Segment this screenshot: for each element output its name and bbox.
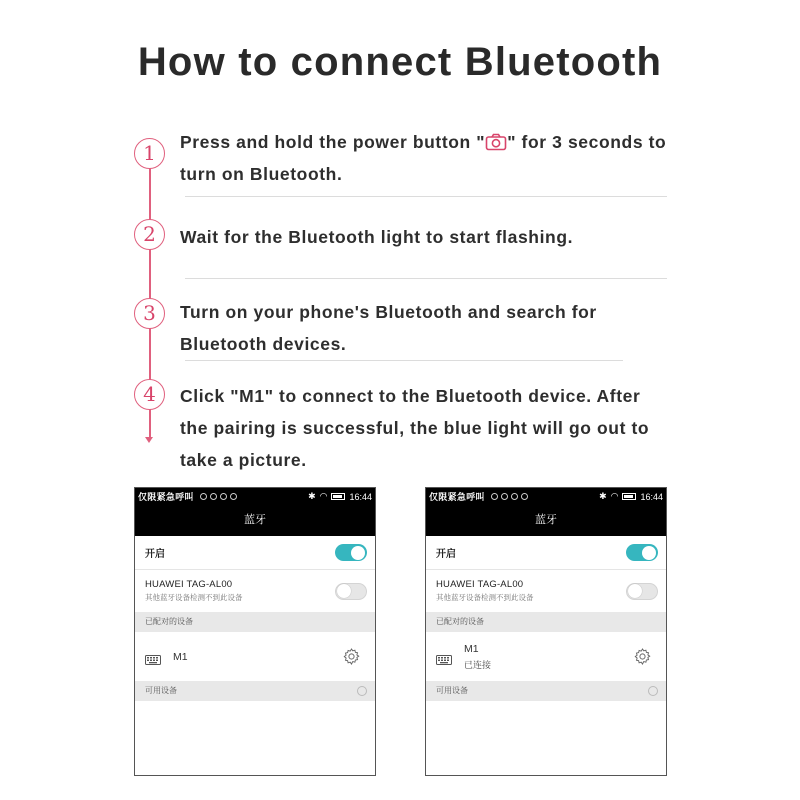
status-notification-icons	[200, 493, 237, 500]
bluetooth-toggle-switch[interactable]	[335, 544, 367, 561]
notification-icon	[210, 493, 217, 500]
step-text-1-after: " for 3 seconds to turn on Bluetooth.	[180, 132, 667, 184]
paired-device-row[interactable]	[135, 632, 375, 681]
step-number-2: 2	[134, 219, 165, 250]
phone-screenshot-after	[425, 487, 667, 776]
app-bar-title: 蓝牙	[135, 505, 375, 536]
page-title: How to connect Bluetooth	[137, 40, 663, 84]
bluetooth-icon: ✱	[308, 491, 316, 501]
paired-devices-header: 已配对的设备	[135, 612, 375, 632]
status-time: 16:44	[640, 491, 663, 502]
device-visibility-text	[436, 579, 534, 603]
status-carrier: 仅限紧急呼叫	[138, 492, 194, 502]
paired-device-name: M1	[464, 642, 479, 655]
paired-devices-header: 已配对的设备	[426, 612, 666, 632]
loading-spinner-icon	[357, 686, 367, 696]
paired-device-text	[173, 651, 188, 663]
step-text-3: Turn on your phone's Bluetooth and search for Bluetooth devices.	[180, 302, 597, 354]
timeline-arrow-icon	[145, 437, 153, 443]
status-right	[599, 488, 663, 505]
device-name: HUAWEI TAG-AL00	[145, 579, 233, 590]
notification-icon	[521, 493, 528, 500]
step-text-4: Click "M1" to connect to the Bluetooth device. After the pairing is successful, the blue light will go out to take a picture.	[180, 386, 650, 470]
camera-icon	[485, 129, 507, 147]
wifi-icon: ◠	[610, 491, 619, 501]
device-name: HUAWEI TAG-AL00	[436, 579, 524, 590]
available-devices-header	[426, 681, 666, 701]
device-visibility-note: 其他蓝牙设备检测不到此设备	[436, 593, 534, 602]
status-bar	[426, 488, 666, 505]
notification-icon	[200, 493, 207, 500]
step-number-4: 4	[134, 379, 165, 410]
paired-device-text	[464, 643, 491, 671]
step-divider-3	[185, 360, 623, 361]
step-text-1	[180, 126, 680, 190]
available-devices-header	[135, 681, 375, 701]
app-bar-title: 蓝牙	[426, 505, 666, 536]
bluetooth-toggle-row[interactable]	[135, 536, 375, 570]
step-number-1: 1	[134, 138, 165, 169]
phone-screenshot-before	[134, 487, 376, 776]
switch-knob	[628, 584, 642, 598]
bluetooth-toggle-row[interactable]	[426, 536, 666, 570]
device-visibility-row[interactable]	[135, 570, 375, 612]
status-bar	[135, 488, 375, 505]
paired-device-row[interactable]	[426, 632, 666, 681]
switch-knob	[351, 546, 365, 560]
notification-icon	[501, 493, 508, 500]
switch-knob	[337, 584, 351, 598]
switch-knob	[642, 546, 656, 560]
step-divider-1	[185, 196, 667, 197]
status-notification-icons	[491, 493, 528, 500]
bluetooth-icon: ✱	[599, 491, 607, 501]
battery-icon	[622, 493, 636, 500]
status-carrier: 仅限紧急呼叫	[429, 492, 485, 502]
loading-spinner-icon	[648, 686, 658, 696]
paired-device-status: 已连接	[464, 659, 492, 670]
battery-icon	[331, 493, 345, 500]
gear-icon[interactable]	[633, 647, 652, 666]
device-visibility-note: 其他蓝牙设备检测不到此设备	[145, 593, 243, 602]
keyboard-icon	[145, 652, 161, 662]
step-text-1-before: Press and hold the power button "	[180, 132, 486, 152]
step-text-2: Wait for the Bluetooth light to start flashing.	[180, 227, 574, 247]
wifi-icon: ◠	[319, 491, 328, 501]
visibility-toggle-switch[interactable]	[626, 583, 658, 600]
paired-device-name: M1	[173, 650, 188, 663]
available-devices-label: 可用设备	[436, 686, 468, 695]
step-divider-2	[185, 278, 667, 279]
status-right	[308, 488, 372, 505]
status-time: 16:44	[349, 491, 372, 502]
device-visibility-text	[145, 579, 243, 603]
bluetooth-toggle-label: 开启	[436, 549, 456, 560]
notification-icon	[511, 493, 518, 500]
notification-icon	[230, 493, 237, 500]
device-visibility-row[interactable]	[426, 570, 666, 612]
visibility-toggle-switch[interactable]	[335, 583, 367, 600]
notification-icon	[220, 493, 227, 500]
step-number-3: 3	[134, 298, 165, 329]
bluetooth-toggle-label: 开启	[145, 549, 165, 560]
notification-icon	[491, 493, 498, 500]
available-devices-label: 可用设备	[145, 686, 177, 695]
keyboard-icon	[436, 652, 452, 662]
gear-icon[interactable]	[342, 647, 361, 666]
bluetooth-toggle-switch[interactable]	[626, 544, 658, 561]
